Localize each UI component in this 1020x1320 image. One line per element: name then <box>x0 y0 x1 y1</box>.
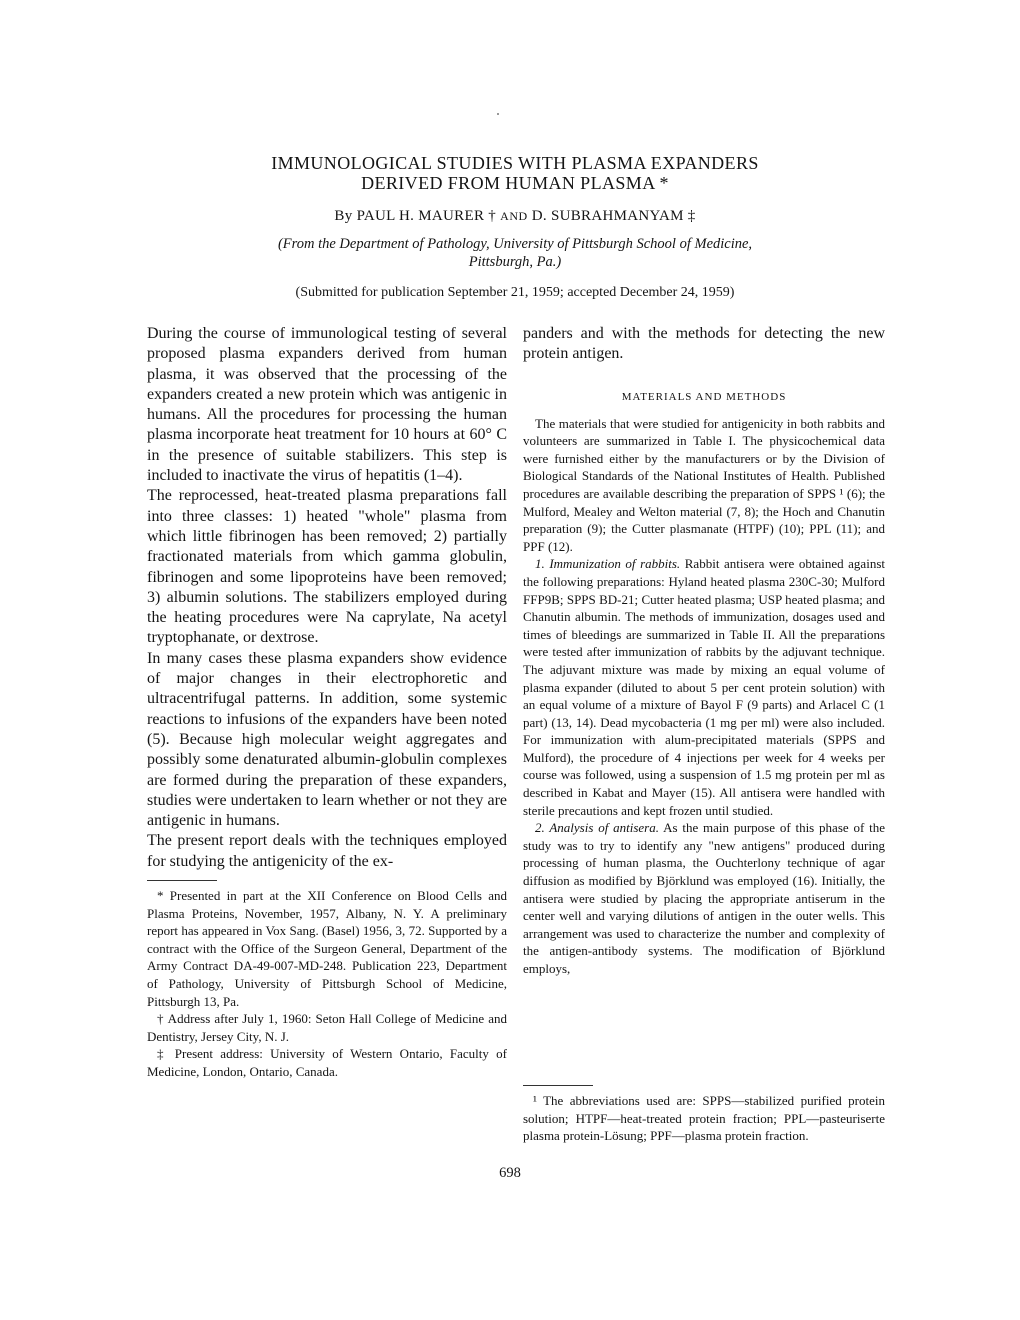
footnote-divider <box>147 880 217 881</box>
section-heading: MATERIALS AND METHODS <box>621 390 787 403</box>
affiliation <box>210 235 820 271</box>
intro-paragraph-2: The reprocessed, heat-treated plasma preparations fall into three classes: 1) heated "whole" plasma from which little fibrinogen has been removed; 2) partially fractionated materials from which gamma globulin, fibrinogen and some lipoproteins have been removed; 3) albumin solutions. The stabilizers employed during the heating procedures were Na caprylate, Na acetyl tryptophanate, or dextrose. <box>147 487 507 647</box>
subsection-text-analysis: As the main purpose of this phase of the study was to try to identify any "new antigens" produced during processing of human plasma, the Ouchterlony technique of agar diffusion as modified by Björklund was employed (16). Initially, the antisera were studied by placing the appropriate antiserum in the center well and varying dilutions of antigen in the outer wells. This arrangement was used to characterize the number and complexity of the antigen-antibody systems. The modification of Björklund employs, <box>523 820 885 976</box>
submission-dates: (Submitted for publication September 21, 1959; accepted December 24, 1959) <box>295 285 735 300</box>
intro-paragraph-1: During the course of immunological testing of several proposed plasma expanders derived from human plasma, it was observed that the processing of the expanders created a new protein which was antigenic in humans. All the procedures for processing the human plasma incorporate heat treatment for 10 hours at 60° C in the presence of suitable stabilizers. This step is included to inactivate the virus of hepatitis (1–4). <box>147 325 507 485</box>
subsection-label-analysis: 2. Analysis of antisera. <box>535 820 659 836</box>
methods-paragraph-immunization <box>523 555 885 819</box>
article-title-line-1: IMMUNOLOGICAL STUDIES WITH PLASMA EXPANDERS <box>271 153 759 173</box>
right-footnote-divider <box>523 1085 593 1086</box>
intro-continuation: panders and with the methods for detecting the new protein antigen. <box>523 325 885 363</box>
scan-mark <box>497 113 499 115</box>
author-1: PAUL H. MAURER † <box>356 208 497 224</box>
right-column <box>523 324 885 978</box>
footnote-star: * Presented in part at the XII Conference on Blood Cells and Plasma Proteins, November, 1957, Albany, N. Y. A preliminary report has appeared in Vox Sang. (Basel) 1956, 3, 72. Supported by a contract with the Office of the Surgeon General, Department of the Army Contract DA-49-007-MD-248. Publication 223, Department of Pathology, University of Pittsburgh School of Medicine, Pittsburgh 13, Pa. <box>147 888 507 1009</box>
byline <box>180 208 850 225</box>
subsection-text-immunization: Rabbit antisera were obtained against the following preparations: Hyland heated plasma 230C-30; Mulford FFP9B; SPPS BD-21; Cutter heated plasma; USP heated plasma; and Chanutin albumin. The methods of immunization, dosages used and times of bleedings are summarized in Table II. All the preparations were tested after immunization of rabbits by the adjuvant technique. The adjuvant mixture was made by mixing an equal volume of plasma expander (diluted to about 5 per cent protein solution) with an equal volume of a mixture of Bayol F (9 parts) and Arlacel C (1 part) (13, 14). Dead mycobacteria (1 mg per ml) were also included. For immunization with alum-precipitated materials (SPPS and Mulford), the procedure of 4 injections per week for 4 weeks per course was followed, using a suspension of 1.5 mg protein per ml as described in Kabat and Mayer (15). All antisera were handled with sterile precautions and kept frozen until studied. <box>523 556 885 818</box>
left-column <box>147 324 507 1081</box>
methods-paragraph-1: The materials that were studied for antigenicity in both rabbits and volunteers are summarized in Table I. The physicochemical data were furnished either by the manufacturers or by the Division of Biological Standards of the National Institutes of Health. Published procedures are available describing the preparation of SPPS ¹ (6); the Mulford, Mealey and Welton material (7, 8); the Hoch and Chanutin preparation (9); the Cutter plasmanate (HTPF) (10); PPL (11); and PPF (12). <box>523 415 885 554</box>
byline-and: AND <box>500 209 528 223</box>
byline-by: By <box>334 208 353 224</box>
right-footnotes <box>523 1085 885 1145</box>
left-footnotes <box>147 887 507 1081</box>
footnote-abbreviations: ¹ The abbreviations used are: SPPS—stabilized purified protein solution; HTPF—heat-treated protein fraction; PPL—pasteuriserte plasma protein-Lösung; PPF—plasma protein fraction. <box>523 1093 885 1144</box>
page-number: 698 <box>499 1165 521 1181</box>
article-title-line-2: DERIVED FROM HUMAN PLASMA * <box>361 173 669 193</box>
affiliation-line-2: Pittsburgh, Pa.) <box>468 254 562 270</box>
methods-paragraph-analysis <box>523 819 885 977</box>
intro-paragraph-3: In many cases these plasma expanders show evidence of major changes in their electrophoretic and ultracentrifugal patterns. In addition, some systemic reactions to infusions of the expanders have been noted (5). Because high molecular weight aggregates and possibly some denaturated albumin-globulin complexes are formed during the preparation of these expanders, studies were undertaken to learn whether or not they are antigenic in humans. <box>147 649 507 830</box>
intro-paragraph-4: The present report deals with the techniques employed for studying the antigenicity of the ex- <box>147 832 507 870</box>
subsection-label-immunization: 1. Immunization of rabbits. <box>535 556 681 572</box>
author-2: D. SUBRAHMANYAM ‡ <box>531 208 696 224</box>
footnote-double-dagger: ‡ Present address: University of Western Ontario, Faculty of Medicine, London, Ontario, Canada. <box>147 1046 507 1079</box>
footnote-dagger: † Address after July 1, 1960: Seton Hall College of Medicine and Dentistry, Jersey City, N. J. <box>147 1011 507 1044</box>
affiliation-line-1: (From the Department of Pathology, University of Pittsburgh School of Medicine, <box>277 236 753 252</box>
